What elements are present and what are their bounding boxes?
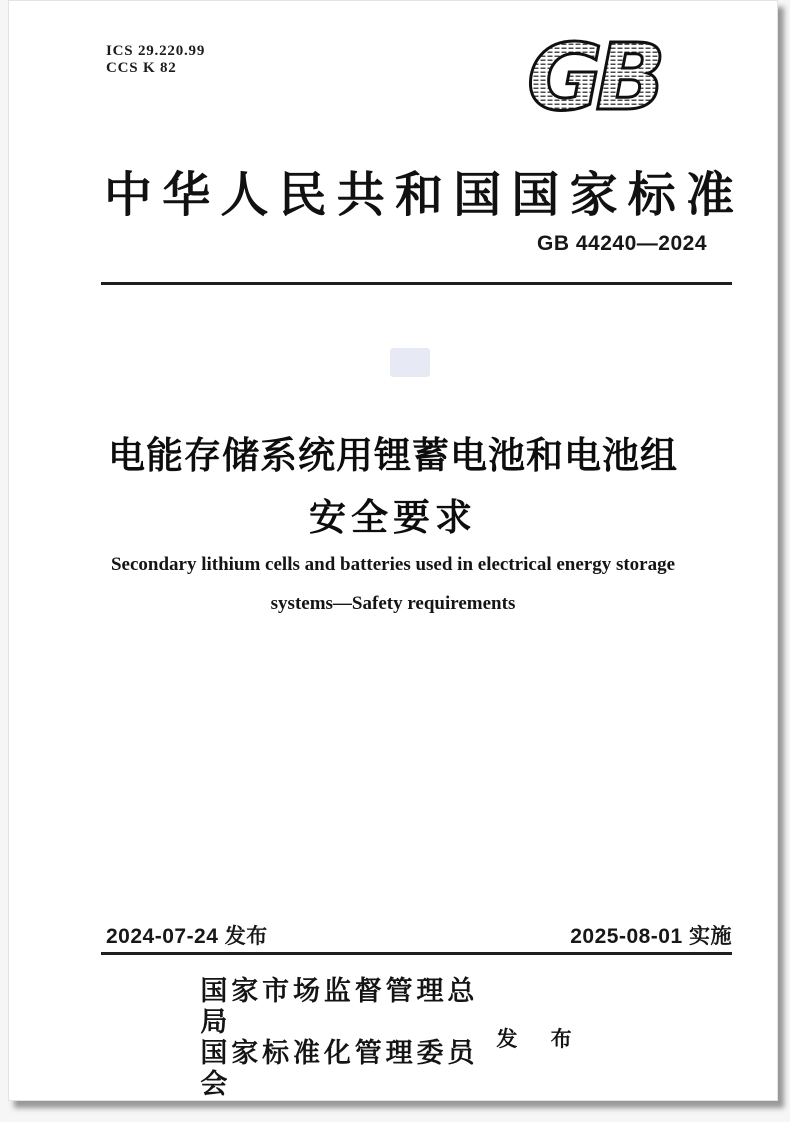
document-title-zh xyxy=(9,425,777,549)
title-zh-line1: 电能存储系统用锂蓄电池和电池组 xyxy=(108,435,678,476)
header-divider xyxy=(101,282,732,285)
gb-logo-text: GB xyxy=(527,31,659,125)
national-standard-heading: 中华人民共和国国家标准 xyxy=(104,169,734,222)
title-zh-line2: 安全要求 xyxy=(309,497,477,538)
title-en-line2: systems—Safety requirements xyxy=(270,593,516,614)
document-title-en xyxy=(9,545,777,623)
watermark-smudge xyxy=(390,348,430,377)
implementation-date: 2025-08-01 实施 xyxy=(570,925,732,948)
footer-divider xyxy=(101,952,732,955)
date-row xyxy=(106,920,732,950)
gb-logo-icon xyxy=(493,31,693,125)
publisher-names xyxy=(200,976,476,1100)
publisher-line1: 国家市场监督管理总局 xyxy=(200,976,477,1037)
ccs-code: CCS K 82 xyxy=(106,60,177,76)
publisher-block xyxy=(9,976,777,1100)
standard-number: GB 44240—2024 xyxy=(537,232,707,255)
title-en-line1: Secondary lithium cells and batteries used in electrical energy storage xyxy=(110,554,676,575)
publish-label: 发 布 xyxy=(496,1027,586,1051)
issue-date: 2024-07-24 发布 xyxy=(106,925,268,948)
publisher-line2: 国家标准化管理委员会 xyxy=(200,1038,477,1099)
document-page xyxy=(8,0,778,1101)
classification-codes xyxy=(106,43,205,77)
ics-code: ICS 29.220.99 xyxy=(106,43,206,59)
